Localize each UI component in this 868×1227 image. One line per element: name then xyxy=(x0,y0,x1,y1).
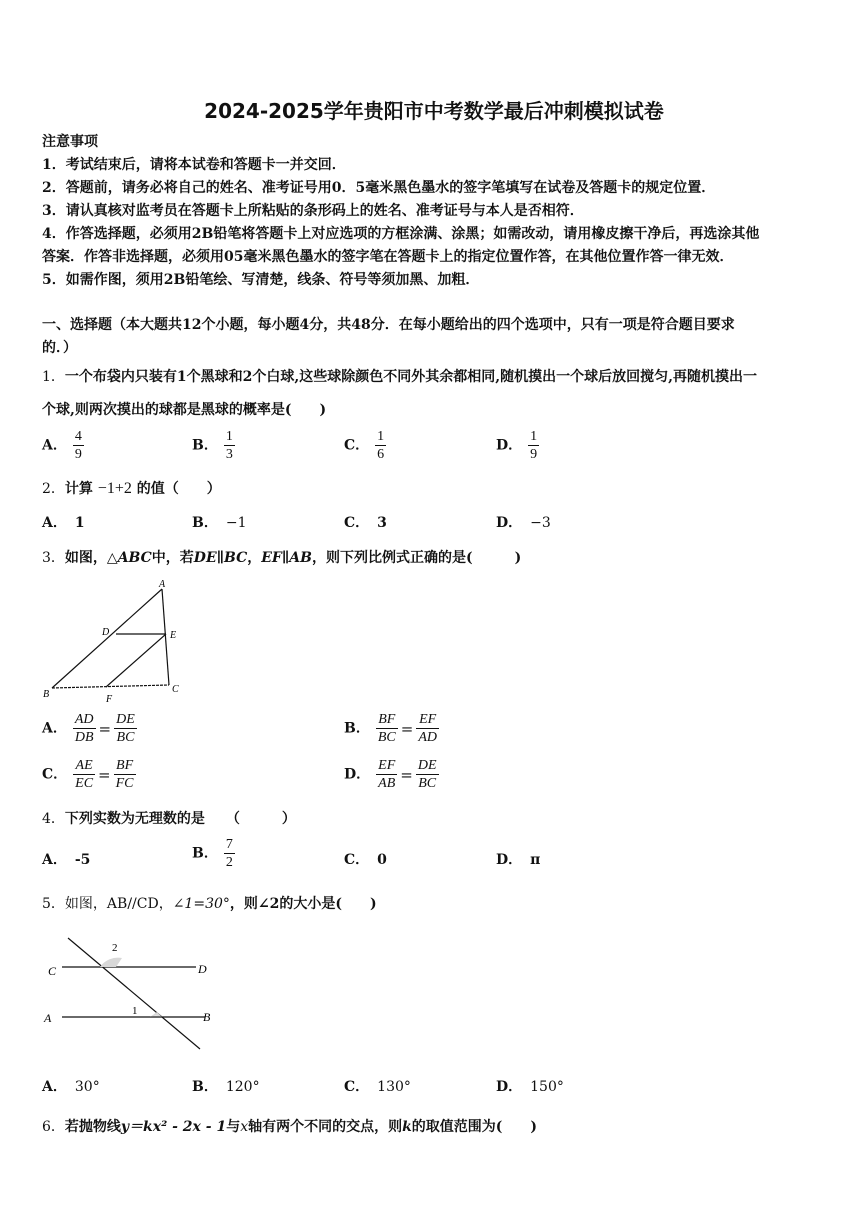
option-label: C． xyxy=(42,766,68,783)
notice-item-5: 5．如需作图，须用2B铅笔绘、写清楚，线条、符号等须加黑、加粗． xyxy=(42,272,480,288)
fraction xyxy=(73,711,96,746)
option-label: D． xyxy=(496,852,523,868)
triangle-symbol: △ABC xyxy=(106,550,152,566)
denominator: 9 xyxy=(530,447,538,462)
fraction xyxy=(416,711,439,746)
option-value: 150° xyxy=(530,1079,564,1095)
q3-option-b[interactable] xyxy=(344,711,439,746)
q5-option-d[interactable] xyxy=(496,1076,564,1096)
q1-option-d[interactable] xyxy=(496,428,539,463)
question-1 xyxy=(42,366,757,386)
label-a: A xyxy=(44,1011,52,1025)
notice-heading: 注意事项 xyxy=(42,134,98,150)
notice-item-1: 1．考试结束后，请将本试卷和答题卡一并交回． xyxy=(42,157,346,173)
notice-item-2: 2．答题前，请务必将自己的姓名、准考证号用0．5毫米黑色墨水的签字笔填写在试卷及答题卡的规定位置． xyxy=(42,180,716,196)
label-d: D xyxy=(198,962,207,976)
question-text: 一个布袋内只装有1个黑球和2个白球,这些球除颜色不同外其余都相同,随机摸出一个球后放回搅匀,再随机摸出一 xyxy=(64,369,758,385)
option-value: 0 xyxy=(377,852,387,868)
question-number: 1． xyxy=(42,369,65,385)
question-5 xyxy=(42,893,377,913)
notice-item-4: 4．作答选择题，必须用2B铅笔将答题卡上对应选项的方框涂满、涂黑；如需改动，请用橡皮擦干净后，再选涂其他 xyxy=(42,226,760,242)
question-2 xyxy=(42,478,221,498)
parallel-lines-figure xyxy=(40,932,220,1054)
label-a: A xyxy=(159,579,166,590)
question-text: 轴有两个不同的交点，则 xyxy=(248,1119,403,1135)
q1-option-b[interactable] xyxy=(192,428,235,463)
q5-option-b[interactable] xyxy=(192,1076,260,1096)
question-number: 4． xyxy=(42,811,65,827)
denominator: FC xyxy=(115,776,134,791)
option-value: −3 xyxy=(530,515,551,531)
option-value: 3 xyxy=(377,515,387,531)
label-f: F xyxy=(106,694,113,705)
parallel-condition: EF∥AB xyxy=(261,550,312,566)
q5-option-c[interactable] xyxy=(344,1076,411,1096)
question-number: 5． xyxy=(42,896,65,912)
numerator: 7 xyxy=(225,837,233,852)
q4-option-d[interactable] xyxy=(496,849,540,869)
angle-expression: ∠1=30° xyxy=(172,896,230,912)
option-label: A． xyxy=(42,720,67,737)
fraction xyxy=(376,757,397,792)
option-value: -5 xyxy=(74,852,91,868)
option-label: D． xyxy=(496,437,523,454)
question-1-cont: 个球,则两次摸出的球都是黑球的概率是( ) xyxy=(42,402,327,418)
fraction xyxy=(73,428,84,463)
parallel-condition: DE∥BC xyxy=(193,550,248,566)
notice-item-3: 3．请认真核对监考员在答题卡上所粘贴的条形码上的姓名、准考证号与本人是否相符． xyxy=(42,203,584,219)
label-b: B xyxy=(43,689,50,700)
option-label: B． xyxy=(192,515,218,531)
numerator: EF xyxy=(416,711,439,729)
question-text: 下列实数为无理数的是 （ ） xyxy=(64,811,296,827)
option-label: D． xyxy=(344,766,371,783)
question-number: 2． xyxy=(42,481,65,497)
question-text: ，则下列比例式正确的是( ) xyxy=(311,550,522,566)
numerator: BF xyxy=(114,757,136,775)
triangle-figure xyxy=(38,576,188,706)
q3-option-c[interactable] xyxy=(42,757,136,792)
denominator: EC xyxy=(75,776,94,791)
question-text: 与 xyxy=(226,1119,241,1135)
section-heading: 一、选择题（本大题共12个小题，每小题4分，共48分．在每小题给出的四个选项中，只有一项是符合题目要求 xyxy=(42,317,735,333)
label-b: B xyxy=(203,1010,211,1024)
numerator: AD xyxy=(74,712,94,727)
numerator: 4 xyxy=(74,429,82,444)
question-6 xyxy=(42,1116,537,1136)
denominator: 6 xyxy=(377,447,385,462)
question-text: 计算 xyxy=(64,481,93,497)
option-value: −1 xyxy=(225,515,247,531)
option-label: C． xyxy=(344,852,370,868)
option-value: 1 xyxy=(74,515,85,531)
equals-sign: = xyxy=(98,719,112,738)
question-number: 3． xyxy=(42,550,65,566)
numerator: AE xyxy=(73,757,95,775)
denominator: 3 xyxy=(225,447,233,462)
denominator: BC xyxy=(116,730,135,745)
option-label: C． xyxy=(344,1079,370,1095)
numerator: 1 xyxy=(225,429,233,444)
q1-option-c[interactable] xyxy=(344,428,386,463)
question-text: 如图，AB//CD， xyxy=(64,896,173,912)
fraction xyxy=(73,757,95,792)
math-expression: −1+2 xyxy=(97,480,132,497)
denominator: BC xyxy=(418,776,437,791)
fraction xyxy=(224,428,235,463)
question-text: 的取值范围为( ) xyxy=(411,1119,538,1135)
q2-option-a[interactable] xyxy=(42,512,85,532)
variable-k: k xyxy=(402,1119,412,1135)
numerator: DE xyxy=(417,758,437,773)
numerator: BF xyxy=(376,711,398,729)
q4-option-b[interactable] xyxy=(192,836,235,871)
option-label: A． xyxy=(42,852,67,868)
label-d: D xyxy=(102,627,110,638)
q2-option-c[interactable] xyxy=(344,512,387,532)
angle-2-shade xyxy=(100,958,122,967)
q3-option-a[interactable] xyxy=(42,711,137,746)
fraction xyxy=(416,757,439,792)
option-label: A． xyxy=(42,515,67,531)
option-value: 30° xyxy=(74,1079,100,1095)
label-angle-1: 1 xyxy=(132,1005,138,1017)
math-expression: y＝kx² - 2x - 1 xyxy=(120,1119,227,1135)
fraction xyxy=(528,428,539,463)
question-text-end: 的值（ ） xyxy=(136,481,221,497)
question-text: 中，若 xyxy=(151,550,194,566)
denominator: BC xyxy=(377,730,396,745)
option-label: B． xyxy=(192,845,218,862)
denominator: 9 xyxy=(74,447,82,462)
variable-x: x xyxy=(240,1119,249,1135)
q3-option-d[interactable] xyxy=(344,757,439,792)
question-number: 6． xyxy=(42,1119,65,1135)
numerator: DE xyxy=(116,712,135,727)
numerator: EF xyxy=(378,758,396,773)
q2-option-d[interactable] xyxy=(496,512,551,532)
question-text: 如图， xyxy=(64,550,107,566)
option-label: C． xyxy=(344,515,370,531)
equals-sign: = xyxy=(400,765,413,784)
equals-sign: = xyxy=(400,719,414,738)
fraction xyxy=(376,711,398,746)
question-3 xyxy=(42,547,521,567)
question-4 xyxy=(42,808,296,828)
option-label: B． xyxy=(192,1079,218,1095)
label-c: C xyxy=(48,964,57,978)
denominator: 2 xyxy=(225,855,233,870)
fraction xyxy=(114,711,137,746)
label-c: C xyxy=(172,684,179,695)
page-title: 2024-2025学年贵阳市中考数学最后冲刺模拟试卷 xyxy=(204,99,664,123)
fraction xyxy=(114,757,136,792)
option-label: A． xyxy=(42,437,67,454)
q5-option-a[interactable] xyxy=(42,1076,100,1096)
option-value: π xyxy=(530,852,541,868)
fraction xyxy=(375,428,386,463)
question-text: 若抛物线 xyxy=(64,1119,121,1135)
option-label: D． xyxy=(496,515,523,531)
question-text: ， xyxy=(247,550,262,566)
numerator: 1 xyxy=(530,429,538,444)
option-label: C． xyxy=(344,437,370,454)
denominator: DB xyxy=(74,730,94,745)
equals-sign: = xyxy=(98,765,111,784)
q4-option-a[interactable] xyxy=(42,849,90,869)
option-label: B． xyxy=(192,437,218,454)
denominator: AD xyxy=(418,730,437,745)
q1-option-a[interactable] xyxy=(42,428,84,463)
label-e: E xyxy=(170,630,177,641)
notice-item-4-cont: 答案．作答非选择题，必须用05毫米黑色墨水的签字笔在答题卡上的指定位置作答，在其他位置作答一律无效． xyxy=(42,249,734,265)
option-label: A． xyxy=(42,1079,67,1095)
q4-option-c[interactable] xyxy=(344,849,387,869)
option-label: D． xyxy=(496,1079,523,1095)
q2-option-b[interactable] xyxy=(192,512,246,532)
angle-1-shade xyxy=(150,1012,162,1017)
option-value: 130° xyxy=(377,1079,411,1095)
question-text: ，则∠2的大小是( ) xyxy=(229,896,377,912)
label-angle-2: 2 xyxy=(112,942,118,954)
section-heading-cont: 的．） xyxy=(42,340,77,356)
denominator: AB xyxy=(378,776,396,791)
option-label: B． xyxy=(344,720,370,737)
option-value: 120° xyxy=(225,1079,260,1095)
numerator: 1 xyxy=(377,429,385,444)
fraction xyxy=(224,836,235,871)
